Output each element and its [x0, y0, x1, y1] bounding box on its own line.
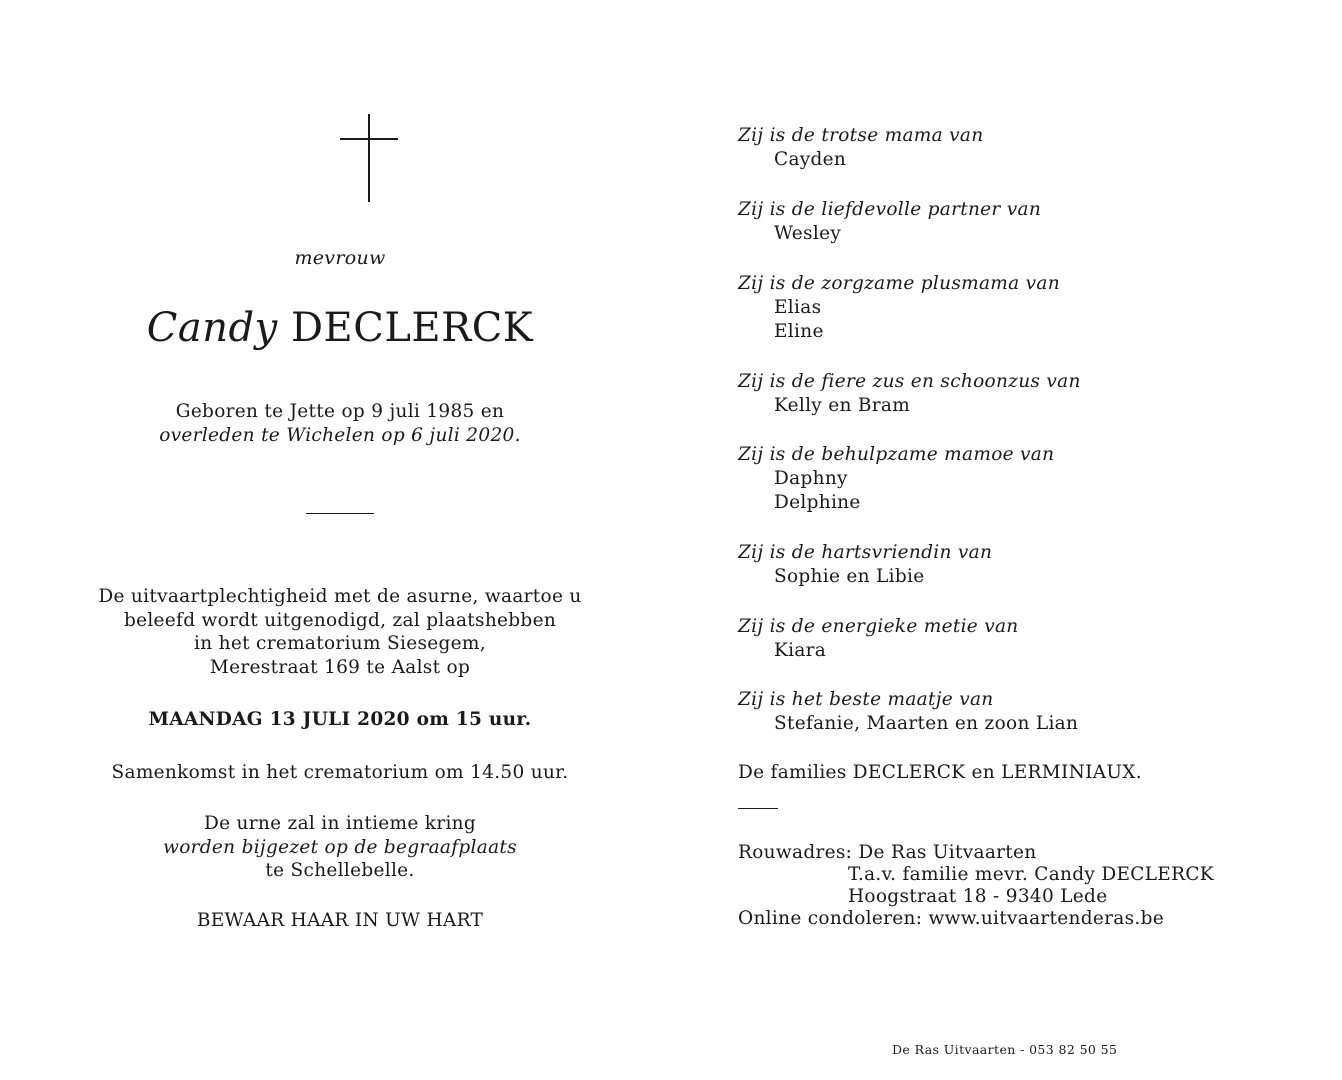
death-line: overleden te Wichelen op 6 juli 2020.	[159, 424, 521, 446]
birth-line: Geboren te Jette op 9 juli 1985 en	[175, 401, 505, 422]
urn-line: worden bijgezet op de begraafplaats	[163, 836, 517, 858]
ceremony-line: De uitvaartplechtigheid met de asurne, waartoe u	[98, 586, 582, 607]
divider-line	[306, 513, 374, 514]
last-name: DECLERCK	[290, 305, 534, 351]
relation-heading: Zij is het beste maatje van	[738, 689, 994, 710]
relation-member: Elias	[774, 297, 822, 318]
ceremony-line: in het crematorium Siesegem,	[194, 633, 486, 654]
cross-icon	[340, 114, 398, 202]
relation-member: Eline	[774, 321, 824, 342]
relation-group	[738, 198, 1298, 246]
relation-group	[738, 615, 1298, 663]
urn-line: De urne zal in intieme kring	[203, 813, 477, 834]
relation-member: Stefanie, Maarten en zoon Lian	[774, 713, 1079, 734]
divider-line	[738, 808, 778, 809]
honorific: mevrouw	[294, 247, 386, 269]
relation-group	[738, 124, 1298, 172]
relation-group	[738, 272, 1298, 344]
mourning-address	[738, 842, 1214, 930]
relation-heading: Zij is de trotse mama van	[738, 125, 984, 146]
relation-member: Wesley	[774, 223, 842, 244]
relation-member: Cayden	[774, 149, 847, 170]
address-line: T.a.v. familie mevr. Candy DECLERCK	[848, 864, 1214, 885]
relation-heading: Zij is de liefdevolle partner van	[738, 199, 1042, 220]
first-name: Candy	[146, 305, 278, 351]
ceremony-line: beleefd wordt uitgenodigd, zal plaatshebben	[123, 609, 557, 631]
birth-death-text	[80, 400, 600, 447]
relation-group	[738, 688, 1298, 736]
deceased-name	[80, 305, 600, 351]
footer-credit: De Ras Uitvaarten - 053 82 50 55	[892, 1042, 1118, 1057]
ceremony-line: Merestraat 169 te Aalst op	[209, 656, 471, 678]
urn-text	[80, 812, 600, 883]
relation-group	[738, 541, 1298, 589]
relation-member: Daphny	[774, 468, 848, 489]
relation-group	[738, 443, 1298, 515]
relation-member: Kiara	[774, 640, 827, 661]
closing-text: BEWAAR HAAR IN UW HART	[196, 910, 484, 931]
ceremony-date: MAANDAG 13 JULI 2020 om 15 uur.	[148, 709, 532, 730]
condolence-link[interactable]: Online condoleren: www.uitvaartenderas.be	[738, 908, 1164, 929]
gathering-text: Samenkomst in het crematorium om 14.50 uur.	[111, 762, 569, 783]
address-line: Hoogstraat 18 - 9340 Lede	[848, 886, 1108, 907]
address-line: Rouwadres: De Ras Uitvaarten	[738, 842, 1037, 863]
relation-heading: Zij is de behulpzame mamoe van	[738, 444, 1055, 465]
ceremony-text	[80, 585, 600, 679]
relation-group	[738, 370, 1298, 418]
relation-member: Kelly en Bram	[774, 395, 911, 416]
relation-heading: Zij is de fiere zus en schoonzus van	[738, 371, 1081, 392]
families-text: De families DECLERCK en LERMINIAUX.	[738, 762, 1142, 783]
relation-member: Sophie en Libie	[774, 566, 925, 587]
relation-heading: Zij is de hartsvriendin van	[738, 542, 993, 563]
relation-heading: Zij is de energieke metie van	[738, 616, 1019, 637]
relation-heading: Zij is de zorgzame plusmama van	[738, 273, 1060, 294]
urn-line: te Schellebelle.	[265, 860, 415, 881]
relation-member: Delphine	[774, 492, 861, 513]
